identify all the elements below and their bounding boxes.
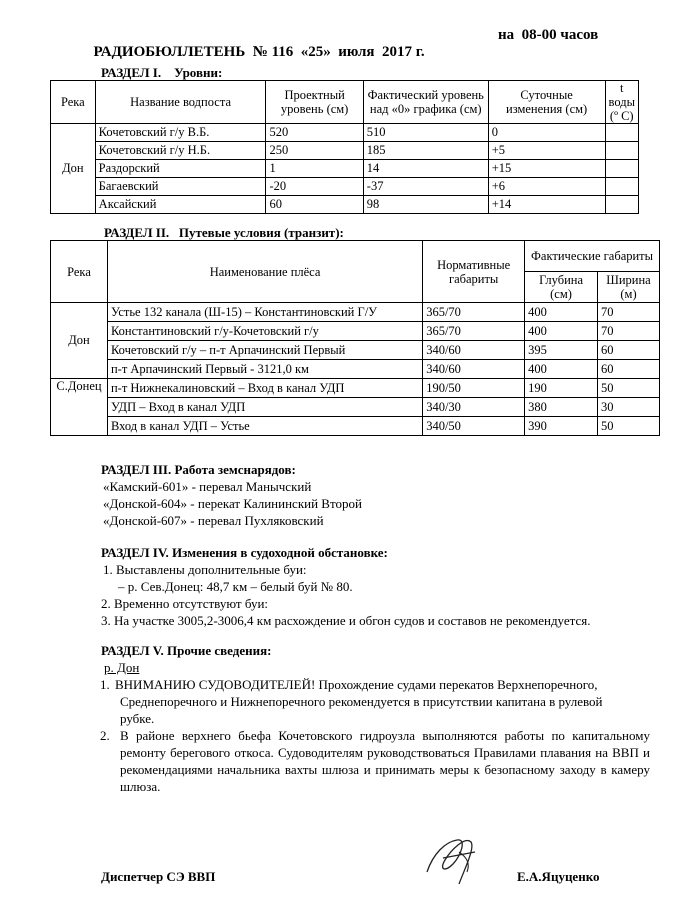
- table-row: [51, 417, 660, 436]
- table-cell: 510: [363, 124, 488, 142]
- item1-line: ВНИМАНИЮ СУДОВОДИТЕЛЕЙ! Прохождение судами перекатов Верхнепоречного,: [115, 677, 598, 692]
- table-cell: 340/60: [423, 341, 525, 360]
- table-cell: 390: [525, 417, 598, 436]
- levels-header-design: Проектный уровень (см): [266, 81, 363, 124]
- section4-heading: РАЗДЕЛ IV. Изменения в судоходной обстановке:: [101, 545, 388, 560]
- routes-river-donets: С.Донец: [51, 379, 108, 436]
- table-row: [51, 160, 639, 178]
- table-cell: +6: [488, 178, 605, 196]
- table-cell: п-т Арпачинский Первый - 3121,0 км: [107, 360, 422, 379]
- routes-header-width: Ширина (м): [598, 272, 660, 303]
- levels-header-name: Название водпоста: [95, 81, 266, 124]
- table-cell: 30: [598, 398, 660, 417]
- table-row: [51, 178, 639, 196]
- table-cell: 185: [363, 142, 488, 160]
- table-cell: 520: [266, 124, 363, 142]
- table-cell: 98: [363, 196, 488, 214]
- table-cell: 190: [525, 379, 598, 398]
- table-cell: 70: [598, 322, 660, 341]
- section3-heading: РАЗДЕЛ III. Работа земснарядов:: [101, 462, 296, 477]
- levels-header-temp: t воды (º С): [605, 81, 639, 124]
- table-cell: -37: [363, 178, 488, 196]
- table-cell: [605, 124, 639, 142]
- table-cell: [605, 178, 639, 196]
- table-row: [51, 379, 660, 398]
- table-cell: Устье 132 канала (Ш-15) – Константиновский Г/У: [107, 303, 422, 322]
- item2-number: 2.: [100, 728, 110, 743]
- table-row: [51, 142, 639, 160]
- levels-header-river: Река: [51, 81, 96, 124]
- routes-header-stretch: Наименование плёса: [107, 241, 422, 303]
- section1-heading: РАЗДЕЛ I. Уровни:: [101, 65, 223, 80]
- table-cell: Раздорский: [95, 160, 266, 178]
- item2-text: В районе верхнего бьефа Кочетовского гидроузла выполняются работы по капитальному ремонту берегового откоса. Судоводителям руководствоваться Правилами плавания на ВВП и рекомендациями начальника вахты шлюза и принимать меры к безопасному заходу в камеру шлюза.: [120, 728, 650, 794]
- table-cell: 1: [266, 160, 363, 178]
- table-cell: +15: [488, 160, 605, 178]
- routes-header-row: [51, 241, 660, 272]
- table-cell: 70: [598, 303, 660, 322]
- table-row: [51, 360, 660, 379]
- table-cell: 365/70: [423, 322, 525, 341]
- table-row: [51, 124, 639, 142]
- table-cell: 400: [525, 322, 598, 341]
- dispatcher-name: Е.А.Яцуценко: [517, 869, 600, 884]
- signature-image: [415, 828, 495, 890]
- notice-line: – р. Сев.Донец: 48,7 км – белый буй № 80.: [118, 579, 353, 594]
- notice-line: 3. На участке 3005,2-3006,4 км расхождение и обгон судов и составов не рекомендуется.: [101, 613, 591, 628]
- item1-number: 1.: [100, 677, 110, 692]
- table-cell: 60: [598, 360, 660, 379]
- table-cell: +14: [488, 196, 605, 214]
- table-cell: 340/60: [423, 360, 525, 379]
- routes-river-don: Дон: [51, 303, 108, 379]
- table-cell: +5: [488, 142, 605, 160]
- levels-table: [50, 80, 639, 214]
- table-cell: Багаевский: [95, 178, 266, 196]
- dredger-line: «Камский-601» - перевал Манычский: [103, 479, 312, 494]
- table-cell: [605, 160, 639, 178]
- table-cell: Кочетовский г/у В.Б.: [95, 124, 266, 142]
- levels-header-row: [51, 81, 639, 124]
- table-cell: 14: [363, 160, 488, 178]
- table-cell: п-т Нижнекалиновский – Вход в канал УДП: [107, 379, 422, 398]
- table-cell: 340/30: [423, 398, 525, 417]
- table-cell: Константиновский г/у-Кочетовский г/у: [107, 322, 422, 341]
- table-row: [51, 398, 660, 417]
- table-cell: 50: [598, 379, 660, 398]
- table-row: [51, 196, 639, 214]
- table-cell: 0: [488, 124, 605, 142]
- table-cell: 190/50: [423, 379, 525, 398]
- bulletin-time: на 08-00 часов: [498, 27, 599, 43]
- table-row: [51, 322, 660, 341]
- table-cell: [605, 196, 639, 214]
- routes-header-actual: Фактические габариты: [525, 241, 660, 272]
- routes-table: [50, 240, 660, 436]
- table-cell: 60: [598, 341, 660, 360]
- table-cell: Аксайский: [95, 196, 266, 214]
- table-cell: 250: [266, 142, 363, 160]
- levels-header-actual: Фактический уровень над «0» графика (см): [363, 81, 488, 124]
- table-cell: Кочетовский г/у – п-т Арпачинский Первый: [107, 341, 422, 360]
- table-cell: 50: [598, 417, 660, 436]
- section5-heading: РАЗДЕЛ V. Прочие сведения:: [101, 643, 272, 658]
- table-cell: УДП – Вход в канал УДП: [107, 398, 422, 417]
- dredger-line: «Донской-604» - перекат Калининский Второй: [103, 496, 362, 511]
- table-cell: 340/50: [423, 417, 525, 436]
- table-row: [51, 303, 660, 322]
- table-cell: 365/70: [423, 303, 525, 322]
- notice-line: 2. Временно отсутствуют буи:: [101, 596, 269, 611]
- table-row: [51, 341, 660, 360]
- bulletin-title-main: РАДИОБЮЛЛЕТЕНЬ № 116 «25» июля 2017 г.: [93, 44, 425, 60]
- dredger-line: «Донской-607» - перевал Пухляковский: [103, 513, 324, 528]
- routes-header-depth: Глубина (см): [525, 272, 598, 303]
- routes-header-normative: Нормативные габариты: [423, 241, 525, 303]
- table-cell: 60: [266, 196, 363, 214]
- table-cell: -20: [266, 178, 363, 196]
- section5-river: р. Дон: [104, 660, 140, 675]
- table-cell: 400: [525, 360, 598, 379]
- table-cell: Вход в канал УДП – Устье: [107, 417, 422, 436]
- section2-heading: РАЗДЕЛ II. Путевые условия (транзит):: [104, 225, 344, 240]
- table-cell: [605, 142, 639, 160]
- table-cell: 400: [525, 303, 598, 322]
- dispatcher-position: Диспетчер СЭ ВВП: [101, 869, 216, 884]
- table-cell: Кочетовский г/у Н.Б.: [95, 142, 266, 160]
- table-cell: 395: [525, 341, 598, 360]
- item1-line: рубке.: [120, 711, 155, 726]
- routes-header-river: Река: [51, 241, 108, 303]
- table-cell: 380: [525, 398, 598, 417]
- levels-river-don: Дон: [51, 124, 96, 214]
- levels-header-daily: Суточные изменения (см): [488, 81, 605, 124]
- notice-line: 1. Выставлены дополнительные буи:: [103, 562, 307, 577]
- item1-line: Среднепоречного и Нижнепоречного рекомендуется в присутствии капитана в рулевой: [120, 694, 603, 709]
